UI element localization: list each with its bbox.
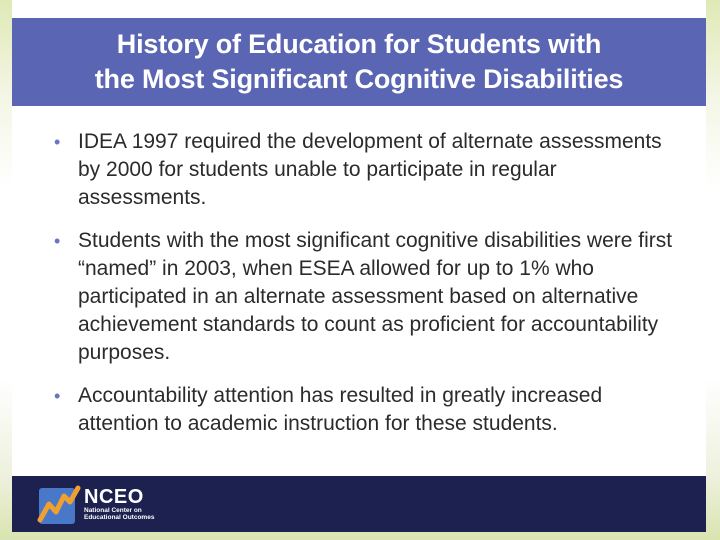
title-line-2: the Most Significant Cognitive Disabilities bbox=[94, 64, 624, 94]
title-bar bbox=[12, 18, 706, 106]
bullet-list bbox=[50, 128, 680, 438]
bullet-text: Students with the most significant cognitive disabilities were first “named” in 2003, when ESEA allowed for up to 1% who participated in an alternate assessment based on alternative achievement standards to count as proficient for accountability purposes. bbox=[78, 229, 673, 364]
logo-subtitle-line-1: National Center on bbox=[84, 507, 142, 514]
nceo-logo-icon bbox=[37, 482, 81, 526]
bullet-icon: • bbox=[54, 386, 61, 406]
bullet-text: IDEA 1997 required the development of alternate assessments by 2000 for students unable to participate in regular assessments. bbox=[78, 130, 662, 209]
bullet-item bbox=[50, 227, 680, 367]
bullet-item bbox=[50, 128, 680, 212]
logo-name: NCEO bbox=[84, 486, 144, 508]
bullet-item bbox=[50, 382, 680, 438]
nceo-logo bbox=[37, 481, 154, 527]
bullet-icon: • bbox=[54, 231, 61, 251]
slide bbox=[12, 0, 706, 532]
bullet-text: Accountability attention has resulted in greatly increased attention to academic instruction for these students. bbox=[78, 384, 603, 435]
bullet-icon: • bbox=[54, 132, 61, 152]
slide-content bbox=[50, 128, 680, 453]
logo-subtitle-line-2: Educational Outcomes bbox=[84, 514, 155, 521]
footer-bar bbox=[12, 476, 706, 532]
title-line-1: History of Education for Students with bbox=[116, 29, 602, 59]
logo-text bbox=[84, 487, 154, 521]
slide-title bbox=[95, 27, 623, 97]
